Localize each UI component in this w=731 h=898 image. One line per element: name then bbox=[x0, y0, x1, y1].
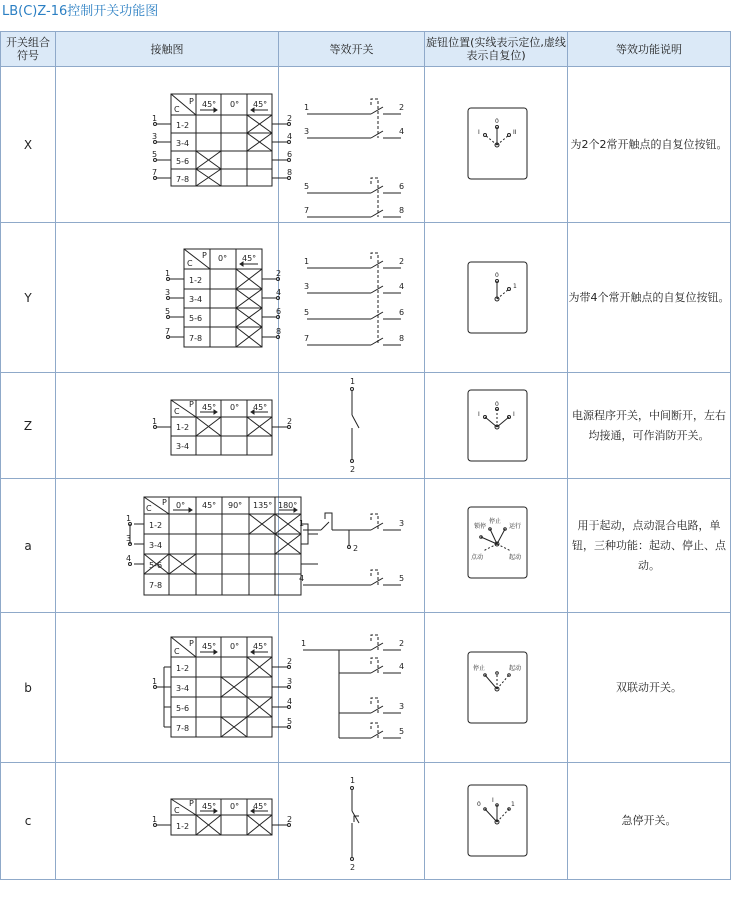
equiv-switch-cell bbox=[279, 223, 425, 373]
svg-text:45°: 45° bbox=[253, 403, 268, 412]
svg-text:1: 1 bbox=[152, 114, 158, 123]
svg-text:7-8: 7-8 bbox=[149, 581, 163, 590]
svg-text:45°: 45° bbox=[202, 642, 217, 651]
svg-text:C: C bbox=[187, 259, 193, 268]
svg-text:45°: 45° bbox=[202, 403, 217, 412]
function-table bbox=[0, 31, 731, 880]
svg-text:7-8: 7-8 bbox=[189, 334, 203, 343]
svg-text:1: 1 bbox=[152, 417, 158, 426]
knob-y bbox=[425, 223, 568, 372]
svg-text:0°: 0° bbox=[230, 403, 240, 412]
svg-text:5-6: 5-6 bbox=[189, 314, 203, 323]
svg-text:0°: 0° bbox=[230, 100, 240, 109]
svg-text:135°: 135° bbox=[253, 501, 273, 510]
svg-text:C: C bbox=[146, 504, 152, 513]
knob-position-cell bbox=[425, 223, 568, 373]
header-equiv: 等效开关 bbox=[279, 32, 425, 67]
knob-position-cell bbox=[425, 67, 568, 223]
svg-text:C: C bbox=[174, 407, 180, 416]
function-desc: 为2个2常开触点的自复位按钮。 bbox=[568, 67, 731, 223]
svg-text:45°: 45° bbox=[202, 802, 217, 811]
svg-text:P: P bbox=[202, 251, 207, 260]
svg-text:45°: 45° bbox=[253, 802, 268, 811]
equiv-switch-cell bbox=[279, 613, 425, 763]
svg-text:1: 1 bbox=[152, 677, 158, 686]
svg-text:5: 5 bbox=[399, 574, 405, 583]
knob-position-cell bbox=[425, 479, 568, 613]
knob-a bbox=[425, 479, 568, 612]
svg-text:P: P bbox=[162, 498, 167, 507]
contact-diagram-z bbox=[56, 373, 293, 478]
function-desc: 用于起动，点动混合电路，单钮，三种功能：起动、停止、点动。 bbox=[568, 479, 731, 613]
svg-text:2: 2 bbox=[399, 257, 405, 266]
svg-text:3-4: 3-4 bbox=[189, 295, 203, 304]
svg-text:1: 1 bbox=[304, 257, 310, 266]
svg-text:45°: 45° bbox=[242, 254, 257, 263]
equiv-switch-cell bbox=[279, 373, 425, 479]
svg-text:5: 5 bbox=[165, 307, 171, 316]
svg-text:45°: 45° bbox=[202, 100, 217, 109]
svg-text:2: 2 bbox=[399, 103, 405, 112]
knob-z bbox=[425, 373, 568, 478]
svg-text:0: 0 bbox=[495, 401, 499, 408]
function-desc: 为带4个常开触点的自复位按钮。 bbox=[568, 223, 731, 373]
function-desc: 电源程序开关，中间断开，左右均接通，可作消防开关。 bbox=[568, 373, 731, 479]
svg-text:45°: 45° bbox=[253, 100, 268, 109]
function-desc: 急停开关。 bbox=[568, 763, 731, 880]
header-symbol: 开关组合符号 bbox=[1, 32, 56, 67]
contact-diagram-a bbox=[56, 479, 298, 612]
equiv-switch-cell bbox=[279, 479, 425, 613]
svg-text:6: 6 bbox=[399, 182, 405, 191]
svg-text:4: 4 bbox=[399, 662, 405, 671]
svg-text:C: C bbox=[174, 105, 180, 114]
svg-text:1: 1 bbox=[513, 283, 517, 290]
contact-diagram-cell bbox=[56, 223, 282, 373]
header-knob: 旋钮位置(实线表示定位,虚线表示自复位) bbox=[425, 32, 568, 67]
knob-b bbox=[425, 613, 568, 762]
svg-text:6: 6 bbox=[399, 308, 405, 317]
svg-text:4: 4 bbox=[287, 132, 293, 141]
symbol-cell: c bbox=[1, 763, 56, 880]
svg-text:7: 7 bbox=[304, 206, 310, 215]
svg-text:2: 2 bbox=[287, 657, 293, 666]
svg-text:5: 5 bbox=[304, 308, 310, 317]
contact-diagram-cell bbox=[56, 67, 293, 223]
svg-text:5-6: 5-6 bbox=[176, 704, 190, 713]
svg-text:3: 3 bbox=[399, 519, 405, 528]
svg-text:I: I bbox=[478, 411, 480, 418]
svg-text:1-2: 1-2 bbox=[176, 423, 190, 432]
knob-position-cell bbox=[425, 763, 568, 880]
svg-text:停止: 停止 bbox=[473, 665, 486, 672]
svg-text:3: 3 bbox=[304, 282, 310, 291]
svg-text:0°: 0° bbox=[218, 254, 228, 263]
svg-text:3: 3 bbox=[287, 677, 293, 686]
symbol-cell: X bbox=[1, 67, 56, 223]
table-row bbox=[1, 373, 731, 479]
svg-text:1-2: 1-2 bbox=[149, 521, 163, 530]
svg-text:2: 2 bbox=[287, 815, 293, 824]
equiv-switch-x bbox=[279, 67, 425, 222]
svg-text:1-2: 1-2 bbox=[189, 276, 203, 285]
svg-text:2: 2 bbox=[287, 417, 293, 426]
svg-text:2: 2 bbox=[276, 269, 282, 278]
equiv-switch-cell bbox=[279, 763, 425, 880]
svg-text:5: 5 bbox=[304, 182, 310, 191]
svg-text:3-4: 3-4 bbox=[149, 541, 163, 550]
svg-text:1: 1 bbox=[299, 519, 305, 528]
svg-text:I: I bbox=[513, 411, 515, 418]
svg-text:90°: 90° bbox=[228, 501, 243, 510]
contact-diagram-b bbox=[56, 613, 293, 762]
svg-text:1: 1 bbox=[511, 801, 515, 808]
svg-text:3-4: 3-4 bbox=[176, 684, 190, 693]
svg-text:45°: 45° bbox=[253, 642, 268, 651]
svg-text:1: 1 bbox=[304, 103, 310, 112]
svg-text:0: 0 bbox=[495, 272, 499, 279]
svg-text:起动: 起动 bbox=[509, 554, 522, 561]
svg-text:1: 1 bbox=[165, 269, 171, 278]
svg-text:4: 4 bbox=[299, 574, 305, 583]
svg-text:4: 4 bbox=[126, 554, 132, 563]
contact-diagram-x bbox=[56, 67, 293, 222]
svg-text:3: 3 bbox=[304, 127, 310, 136]
equiv-switch-z bbox=[279, 373, 425, 478]
svg-text:3: 3 bbox=[165, 288, 171, 297]
svg-text:8: 8 bbox=[399, 206, 405, 215]
svg-text:7: 7 bbox=[165, 327, 171, 336]
svg-text:3: 3 bbox=[126, 534, 132, 543]
svg-text:1: 1 bbox=[301, 639, 307, 648]
svg-text:0°: 0° bbox=[230, 642, 240, 651]
header-func: 等效功能说明 bbox=[568, 32, 731, 67]
svg-text:起动: 起动 bbox=[509, 665, 522, 672]
svg-text:1: 1 bbox=[152, 815, 158, 824]
svg-text:3-4: 3-4 bbox=[176, 139, 190, 148]
svg-text:3: 3 bbox=[152, 132, 158, 141]
svg-text:P: P bbox=[189, 639, 194, 648]
svg-text:7-8: 7-8 bbox=[176, 175, 190, 184]
svg-text:0°: 0° bbox=[230, 802, 240, 811]
contact-diagram-cell bbox=[56, 613, 293, 763]
svg-text:5-6: 5-6 bbox=[149, 561, 163, 570]
svg-text:P: P bbox=[189, 799, 194, 808]
svg-text:5: 5 bbox=[287, 717, 293, 726]
svg-text:1: 1 bbox=[350, 377, 356, 386]
svg-text:停止: 停止 bbox=[489, 518, 502, 525]
svg-text:0°: 0° bbox=[176, 501, 186, 510]
svg-text:7-8: 7-8 bbox=[176, 724, 190, 733]
symbol-cell: a bbox=[1, 479, 56, 613]
equiv-switch-c bbox=[279, 763, 425, 879]
svg-text:1-2: 1-2 bbox=[176, 822, 190, 831]
knob-c bbox=[425, 763, 568, 879]
svg-text:4: 4 bbox=[399, 282, 405, 291]
symbol-cell: b bbox=[1, 613, 56, 763]
table-row bbox=[1, 67, 731, 223]
svg-text:5: 5 bbox=[152, 150, 158, 159]
svg-text:4: 4 bbox=[399, 127, 405, 136]
svg-text:I: I bbox=[492, 797, 494, 804]
contact-diagram-cell bbox=[56, 479, 298, 613]
header-contact: 接触图 bbox=[56, 32, 279, 67]
svg-text:点动: 点动 bbox=[471, 554, 484, 561]
svg-text:P: P bbox=[189, 97, 194, 106]
symbol-cell: Y bbox=[1, 223, 56, 373]
svg-text:45°: 45° bbox=[202, 501, 217, 510]
contact-diagram-y bbox=[56, 223, 282, 372]
svg-text:4: 4 bbox=[276, 288, 282, 297]
contact-diagram-cell bbox=[56, 763, 293, 880]
knob-position-cell bbox=[425, 613, 568, 763]
table-row bbox=[1, 763, 731, 880]
doc-title: LB(C)Z-16控制开关功能图 bbox=[2, 4, 159, 19]
svg-text:6: 6 bbox=[276, 307, 282, 316]
equiv-switch-y bbox=[279, 223, 425, 372]
contact-diagram-c bbox=[56, 763, 293, 879]
svg-text:5-6: 5-6 bbox=[176, 157, 190, 166]
header-row bbox=[1, 32, 731, 67]
svg-text:5: 5 bbox=[399, 727, 405, 736]
svg-text:8: 8 bbox=[276, 327, 282, 336]
table-row bbox=[1, 479, 731, 613]
svg-text:2: 2 bbox=[350, 465, 356, 474]
svg-text:1-2: 1-2 bbox=[176, 121, 190, 130]
svg-text:3-4: 3-4 bbox=[176, 442, 190, 451]
svg-text:1-2: 1-2 bbox=[176, 664, 190, 673]
svg-text:锁停: 锁停 bbox=[474, 523, 487, 530]
svg-text:I: I bbox=[478, 129, 480, 136]
knob-position-cell bbox=[425, 373, 568, 479]
equiv-switch-cell bbox=[279, 67, 425, 223]
table-row bbox=[1, 223, 731, 373]
svg-text:6: 6 bbox=[287, 150, 293, 159]
svg-text:2: 2 bbox=[350, 863, 356, 872]
svg-text:P: P bbox=[189, 400, 194, 409]
svg-text:3: 3 bbox=[399, 702, 405, 711]
svg-text:8: 8 bbox=[399, 334, 405, 343]
table-row bbox=[1, 613, 731, 763]
svg-text:4: 4 bbox=[287, 697, 293, 706]
svg-text:C: C bbox=[174, 647, 180, 656]
svg-text:1: 1 bbox=[350, 776, 356, 785]
svg-text:2: 2 bbox=[353, 544, 359, 553]
svg-text:0: 0 bbox=[495, 118, 499, 125]
knob-x bbox=[425, 67, 568, 222]
svg-text:运行: 运行 bbox=[509, 523, 522, 530]
svg-text:8: 8 bbox=[287, 168, 293, 177]
svg-text:7: 7 bbox=[304, 334, 310, 343]
svg-text:2: 2 bbox=[399, 639, 405, 648]
svg-text:C: C bbox=[174, 806, 180, 815]
contact-diagram-cell bbox=[56, 373, 293, 479]
svg-text:7: 7 bbox=[152, 168, 158, 177]
symbol-cell: Z bbox=[1, 373, 56, 479]
equiv-switch-b bbox=[279, 613, 425, 762]
svg-text:0: 0 bbox=[477, 801, 481, 808]
svg-text:180°: 180° bbox=[278, 501, 298, 510]
function-desc: 双联动开关。 bbox=[568, 613, 731, 763]
svg-text:2: 2 bbox=[287, 114, 293, 123]
svg-text:II: II bbox=[513, 129, 517, 136]
svg-text:1: 1 bbox=[126, 514, 132, 523]
